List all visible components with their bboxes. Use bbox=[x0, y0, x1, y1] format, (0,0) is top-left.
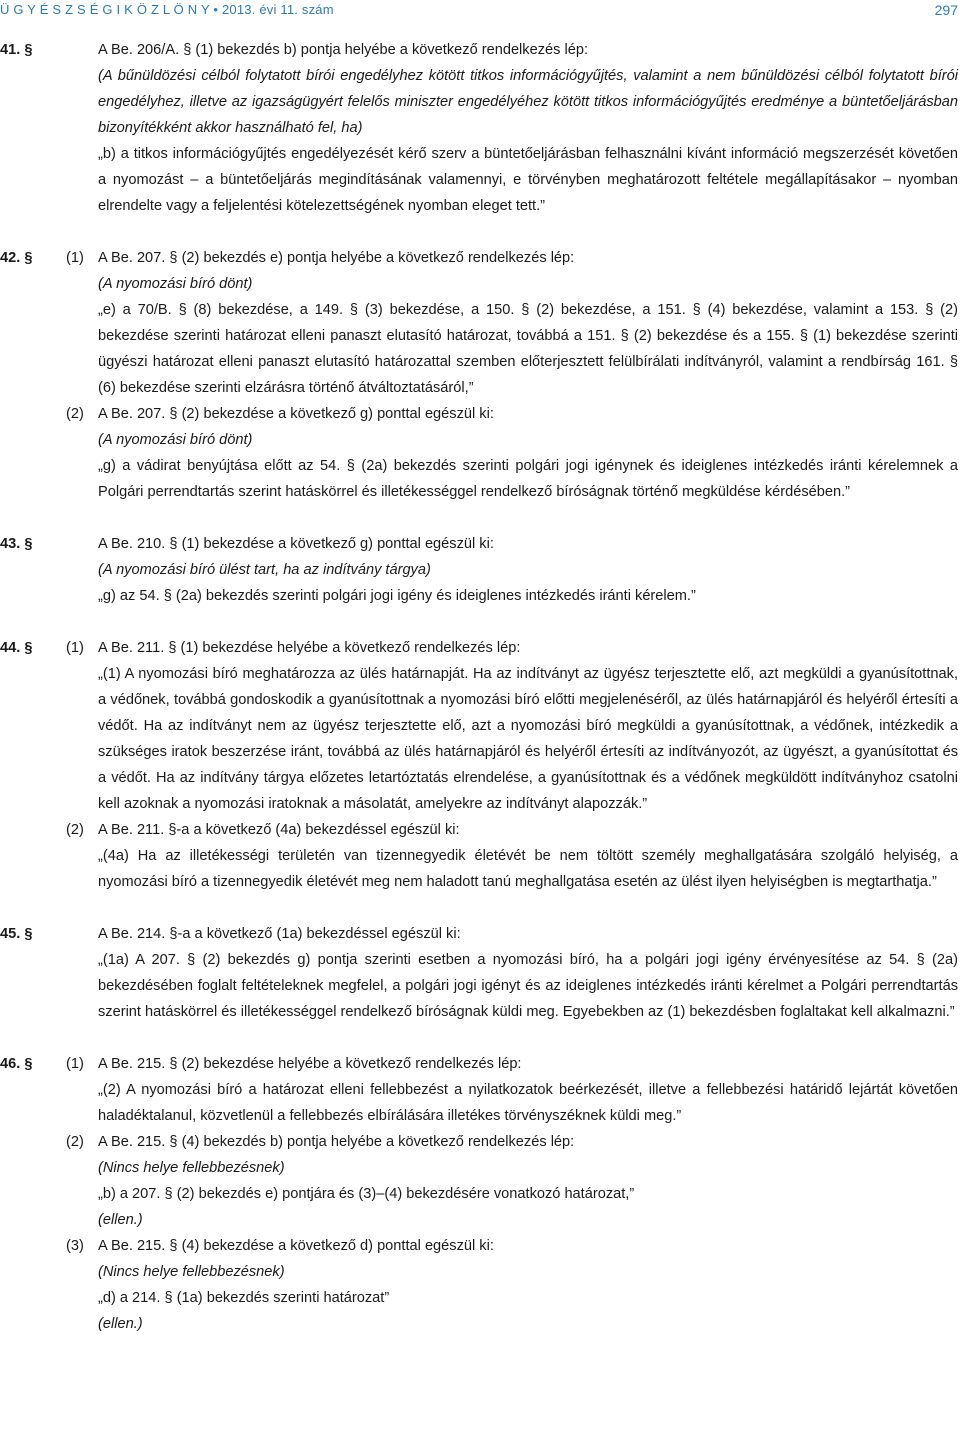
paragraph-number: (2) bbox=[66, 1134, 84, 1150]
paragraph-number: (1) bbox=[66, 250, 84, 266]
amendment-text: „g) a vádirat benyújtása előtt az 54. § (2a) bekezdés szerinti polgári jogi igénynek és ideiglenes intézkedés iránti kérelemnek a Polgári perrendtartás szerint hatáskörrel és illetékességgel rendelkező bíróságnak történő megküldése kérdésében.” bbox=[98, 458, 958, 500]
amendment-text: „(1) A nyomozási bíró meghatározza az ülés határnapját. Ha az indítványt az ügyész terjesztette elő, azt megküldi a gyanúsítottnak, a védőnek, továbbá gondoskodik a gyanúsítottnak a nyomozási bíró előtti megjelenéséről, az ülés határnapjáról és helyéről értesíti a védőt. Ha az indítványt nem az ügyész terjesztette elő, azt a nyomozási bíró megküldi a gyanúsítottnak, a védőnek, intézkedik a szükséges iratok beszerzése iránt, továbbá az ülés határnapjáról és helyéről értesíti az indítványozót, az ügyészt, a gyanúsítottat és a védőt. Ha az indítvány tárgya előzetes letartóztatás elrendelése, a gyanúsítottnak és a védőnek megküldött indítványhoz csatolni kell azoknak a nyomozási iratoknak a másolatát, amelyekre az indítványt alapozzák.” bbox=[98, 666, 958, 812]
section-number: 44. § bbox=[0, 640, 33, 656]
paragraph-2 bbox=[0, 401, 958, 505]
amendment-intro: A Be. 215. § (4) bekezdése a következő d) ponttal egészül ki: bbox=[98, 1238, 494, 1254]
amendment-heading: (A nyomozási bíró dönt) bbox=[98, 432, 253, 448]
paragraph-number: (2) bbox=[66, 406, 84, 422]
paragraph-3 bbox=[0, 1233, 958, 1337]
amendment-intro: A Be. 210. § (1) bekezdése a következő g) ponttal egészül ki: bbox=[98, 536, 494, 552]
amendment-tail: (ellen.) bbox=[98, 1212, 143, 1228]
section-43 bbox=[0, 531, 958, 609]
journal-title: Ü G Y É S Z S É G I K Ö Z L Ö N Y • 2013. évi 11. szám bbox=[0, 2, 334, 17]
section-number: 42. § bbox=[0, 250, 33, 266]
amendment-intro: A Be. 207. § (2) bekezdés e) pontja helyébe a következő rendelkezés lép: bbox=[98, 250, 575, 266]
amendment-intro: A Be. 211. § (1) bekezdése helyébe a következő rendelkezés lép: bbox=[98, 640, 521, 656]
section-number: 45. § bbox=[0, 926, 33, 942]
amendment-heading: (A nyomozási bíró dönt) bbox=[98, 276, 253, 292]
section-41 bbox=[0, 37, 958, 219]
paragraph-1 bbox=[0, 245, 958, 401]
section-number: 43. § bbox=[0, 536, 33, 552]
amendment-text: „e) a 70/B. § (8) bekezdése, a 149. § (3) bekezdése, a 150. § (2) bekezdése, a 151. § (4) bekezdése, valamint a 153. § (2) bekezdése szerinti határozat elleni panaszt elutasító határozat, továbbá a 151. § (2) bekezdése és a 155. § (1) bekezdése szerinti ügyészi határozat elleni panaszt elutasító határozattal szemben előterjesztett felülbírálati indítványról, valamint a rendbírság 161. § (6) bekezdése szerinti elzárásra történő átváltoztatásáról,” bbox=[98, 302, 958, 396]
page-header bbox=[0, 0, 960, 20]
paragraph-2 bbox=[0, 817, 958, 895]
amendment-text: „d) a 214. § (1a) bekezdés szerinti határozat” bbox=[98, 1290, 390, 1306]
amendment-text: „g) az 54. § (2a) bekezdés szerinti polgári jogi igény és ideiglenes intézkedés iránti kérelem.” bbox=[98, 588, 696, 604]
amendment-heading: (Nincs helye fellebbezésnek) bbox=[98, 1160, 285, 1176]
amendment-heading: (A bűnüldözési célból folytatott bírói engedélyhez kötött titkos információgyűjtés, valamint a nem bűnüldözési célból folytatott bírói engedélyhez, illetve az igazságügyért felelős miniszter engedélyéhez kötött titkos információgyűjtés eredménye a büntetőeljárásban bizonyítékként akkor használható fel, ha) bbox=[98, 68, 958, 136]
amendment-text: „b) a titkos információgyűjtés engedélyezését kérő szerv a büntetőeljárásban felhasználni kívánt információ megszerzését követően a nyomozást – a büntetőeljárás megindításának valamennyi, e törvényben meghatározott feltétele megállapításakor – nyomban elrendelte vagy a feljelentési kötelezettségének nyomban eleget tett.” bbox=[98, 146, 958, 214]
amendment-text: „b) a 207. § (2) bekezdés e) pontjára és (3)–(4) bekezdésére vonatkozó határozat,” bbox=[98, 1186, 635, 1202]
amendment-intro: A Be. 206/A. § (1) bekezdés b) pontja helyébe a következő rendelkezés lép: bbox=[98, 42, 589, 58]
amendment-text: „(1a) A 207. § (2) bekezdés g) pontja szerinti esetben a nyomozási bíró, ha a polgári jogi igény érvényesítése az 54. § (2a) bekezdésében foglalt feltételeknek megfelel, a polgári jogi igényt és az ideiglenes intézkedés iránti kérelmet a Polgári perrendtartás szerint hatáskörrel és illetékességgel rendelkező bíróságnak küldi meg. Egyebekben az (1) bekezdésben foglaltakat kell alkalmazni.” bbox=[98, 952, 958, 1020]
page-number: 297 bbox=[934, 2, 958, 18]
amendment-intro: A Be. 211. §-a a következő (4a) bekezdéssel egészül ki: bbox=[98, 822, 460, 838]
section-42 bbox=[0, 245, 958, 505]
section-44 bbox=[0, 635, 958, 895]
amendment-intro: A Be. 215. § (2) bekezdése helyébe a következő rendelkezés lép: bbox=[98, 1056, 522, 1072]
paragraph-number: (3) bbox=[66, 1238, 84, 1254]
section-number: 46. § bbox=[0, 1056, 33, 1072]
amendment-intro: A Be. 215. § (4) bekezdés b) pontja helyébe a következő rendelkezés lép: bbox=[98, 1134, 575, 1150]
amendment-heading: (A nyomozási bíró ülést tart, ha az indítvány tárgya) bbox=[98, 562, 431, 578]
amendment-intro: A Be. 214. §-a a következő (1a) bekezdéssel egészül ki: bbox=[98, 926, 461, 942]
paragraph-number: (1) bbox=[66, 1056, 84, 1072]
amendment-heading: (Nincs helye fellebbezésnek) bbox=[98, 1264, 285, 1280]
section-46 bbox=[0, 1051, 958, 1337]
paragraph-2 bbox=[0, 1129, 958, 1233]
amendment-intro: A Be. 207. § (2) bekezdése a következő g) ponttal egészül ki: bbox=[98, 406, 494, 422]
paragraph-number: (1) bbox=[66, 640, 84, 656]
amendment-text: „(2) A nyomozási bíró a határozat elleni fellebbezést a nyilatkozatok beérkezését, illetve a fellebbezési határidő lejártát követően haladéktalanul, közvetlenül a fellebbezés elbírálására illetékes törvényszéknek küldi meg.” bbox=[98, 1082, 958, 1124]
paragraph-number: (2) bbox=[66, 822, 84, 838]
amendment-text: „(4a) Ha az illetékességi területén van tizennegyedik életévét be nem töltött személy meghallgatására szolgáló helyiség, a nyomozási bíró a tizennegyedik életévét meg nem haladott tanú meghallgatása esetén az ülést ilyen helyiségben is megtarthatja.” bbox=[98, 848, 958, 890]
paragraph-1 bbox=[0, 635, 958, 817]
section-number: 41. § bbox=[0, 42, 33, 58]
section-45 bbox=[0, 921, 958, 1025]
document-body bbox=[0, 37, 958, 1337]
paragraph-1 bbox=[0, 1051, 958, 1129]
amendment-tail: (ellen.) bbox=[98, 1316, 143, 1332]
